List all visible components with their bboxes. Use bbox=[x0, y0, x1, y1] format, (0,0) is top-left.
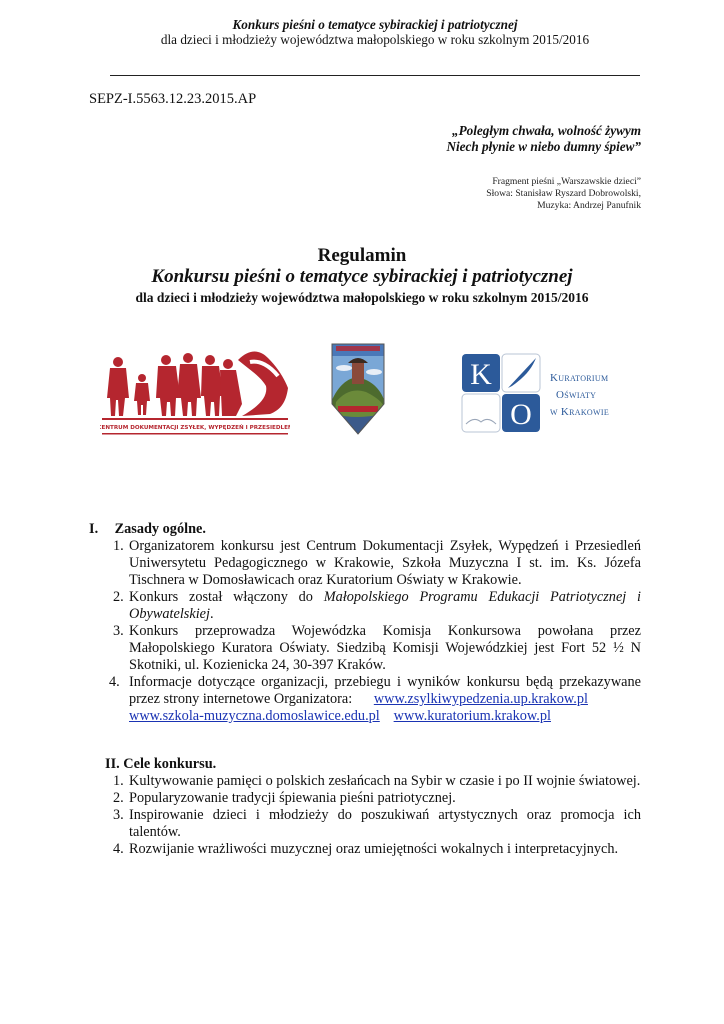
section-heading bbox=[105, 756, 641, 773]
motto bbox=[446, 123, 641, 155]
credits-line-1: Fragment pieśni „Warszawskie dzieci” bbox=[492, 176, 641, 187]
refugees-silhouette-icon bbox=[100, 348, 290, 438]
running-header-title: Konkurs pieśni o tematyce sybirackiej i patriotycznej bbox=[232, 17, 518, 32]
kuratorium-line-1: Kuratorium bbox=[550, 372, 609, 384]
item-text: Konkurs przeprowadza Wojewódzka Komisja Konkursowa powołana przez Małopolskiego Kuratora Oświaty. Siedzibą Komisji Wojewódzkiej jest Fort 52 ½ N Skotniki, ul. Kozienicka 24, 30-397 Kraków. bbox=[129, 623, 641, 673]
motto-line-2: Niech płynie w niebo dumny śpiew” bbox=[446, 139, 641, 154]
list-item bbox=[113, 589, 641, 623]
item-text: Organizatorem konkursu jest Centrum Dokumentacji Zsyłek, Wypędzeń i Przesiedleń Uniwersytetu Pedagogicznego w Krakowie, Szkoła Muzyczna I st. im. Ks. Józefa Tischnera w Domosławicach oraz Kuratorium Oświaty w Krakowie. bbox=[129, 538, 641, 588]
item-number: 3. bbox=[113, 623, 124, 639]
list-item bbox=[113, 773, 641, 790]
item-number: 2. bbox=[113, 790, 124, 806]
section-title: Cele konkursu. bbox=[123, 756, 217, 772]
centrum-caption: CENTRUM DOKUMENTACJI ZSYŁEK, WYPĘDZEŃ I PRZESIEDLEŃ bbox=[100, 425, 290, 431]
list-item bbox=[113, 807, 641, 841]
link-zsylkiwypedzenia[interactable]: www.zsylkiwypedzenia.up.krakow.pl bbox=[373, 691, 588, 707]
program-name: Małopolskiego Programu Edukacji Patriotycznej i Obywatelskiej bbox=[129, 589, 641, 622]
section-number: I. bbox=[89, 521, 99, 537]
section-heading bbox=[89, 521, 641, 538]
document-heading: Regulamin bbox=[317, 245, 407, 266]
list-item bbox=[113, 538, 641, 589]
list-item bbox=[113, 623, 641, 674]
school-crest-logo bbox=[330, 342, 386, 436]
item-text: Popularyzowanie tradycji śpiewania pieśni patriotycznej. bbox=[129, 790, 456, 806]
item-text: Inspirowanie dzieci i młodzieży do poszukiwań artystycznych oraz promocja ich talentów. bbox=[129, 807, 641, 840]
item-number: 1. bbox=[113, 538, 124, 554]
kuratorium-line-3: w Krakowie bbox=[550, 406, 610, 418]
section-cele-konkursu bbox=[89, 756, 641, 858]
list-item bbox=[113, 841, 641, 858]
document-name: Konkursu pieśni o tematyce sybirackiej i patriotycznej bbox=[151, 266, 573, 287]
item-number: 2. bbox=[113, 589, 124, 605]
links-row bbox=[129, 708, 641, 725]
item-number: 3. bbox=[113, 807, 124, 823]
motto-line-1: „Poległym chwała, wolność żywym bbox=[451, 123, 641, 138]
song-credits bbox=[486, 176, 641, 212]
crest-shield-icon bbox=[330, 342, 386, 436]
goals-list bbox=[113, 773, 641, 858]
list-item bbox=[109, 674, 641, 725]
item-number: 4. bbox=[109, 674, 120, 690]
header-divider bbox=[110, 75, 640, 76]
kuratorium-line-2: Oświaty bbox=[556, 389, 597, 401]
centrum-dokumentacji-logo bbox=[100, 348, 290, 438]
running-header-subtitle: dla dzieci i młodzieży województwa małopolskiego w roku szkolnym 2015/2016 bbox=[160, 32, 590, 47]
document-scope: dla dzieci i młodzieży województwa małopolskiego w roku szkolnym 2015/2016 bbox=[135, 290, 589, 305]
rules-list bbox=[109, 538, 641, 725]
link-szkola-muzyczna[interactable]: www.szkola-muzyczna.domoslawice.edu.pl bbox=[129, 708, 380, 724]
section-zasady-ogolne bbox=[89, 521, 641, 725]
credits-line-3: Muzyka: Andrzej Panufnik bbox=[537, 200, 641, 211]
link-kuratorium[interactable]: www.kuratorium.krakow.pl bbox=[393, 708, 551, 724]
section-number: II. bbox=[105, 756, 120, 772]
item-text: Kultywowanie pamięci o polskich zesłańcach na Sybir w czasie i po II wojnie światowej. bbox=[129, 773, 641, 789]
item-text: Konkurs został włączony do bbox=[129, 589, 324, 605]
letter-k: K bbox=[470, 358, 492, 391]
item-number: 1. bbox=[113, 773, 124, 789]
item-text-end: . bbox=[210, 606, 214, 622]
kuratorium-oswiaty-logo bbox=[460, 350, 630, 438]
item-text: Rozwijanie wrażliwości muzycznej oraz umiejętności wokalnych i interpretacyjnych. bbox=[129, 841, 619, 857]
section-title: Zasady ogólne. bbox=[114, 521, 206, 537]
list-item bbox=[113, 790, 641, 807]
reference-number: SEPZ-I.5563.12.23.2015.AP bbox=[89, 91, 257, 107]
kuratorium-emblem-icon bbox=[460, 350, 630, 438]
item-text: Informacje dotyczące organizacji, przebiegu i wyników konkursu będą przekazywane przez strony internetowe Organizatora: bbox=[129, 674, 641, 707]
credits-line-2: Słowa: Stanisław Ryszard Dobrowolski, bbox=[486, 188, 641, 199]
letter-o: O bbox=[510, 398, 532, 431]
item-number: 4. bbox=[113, 841, 124, 857]
